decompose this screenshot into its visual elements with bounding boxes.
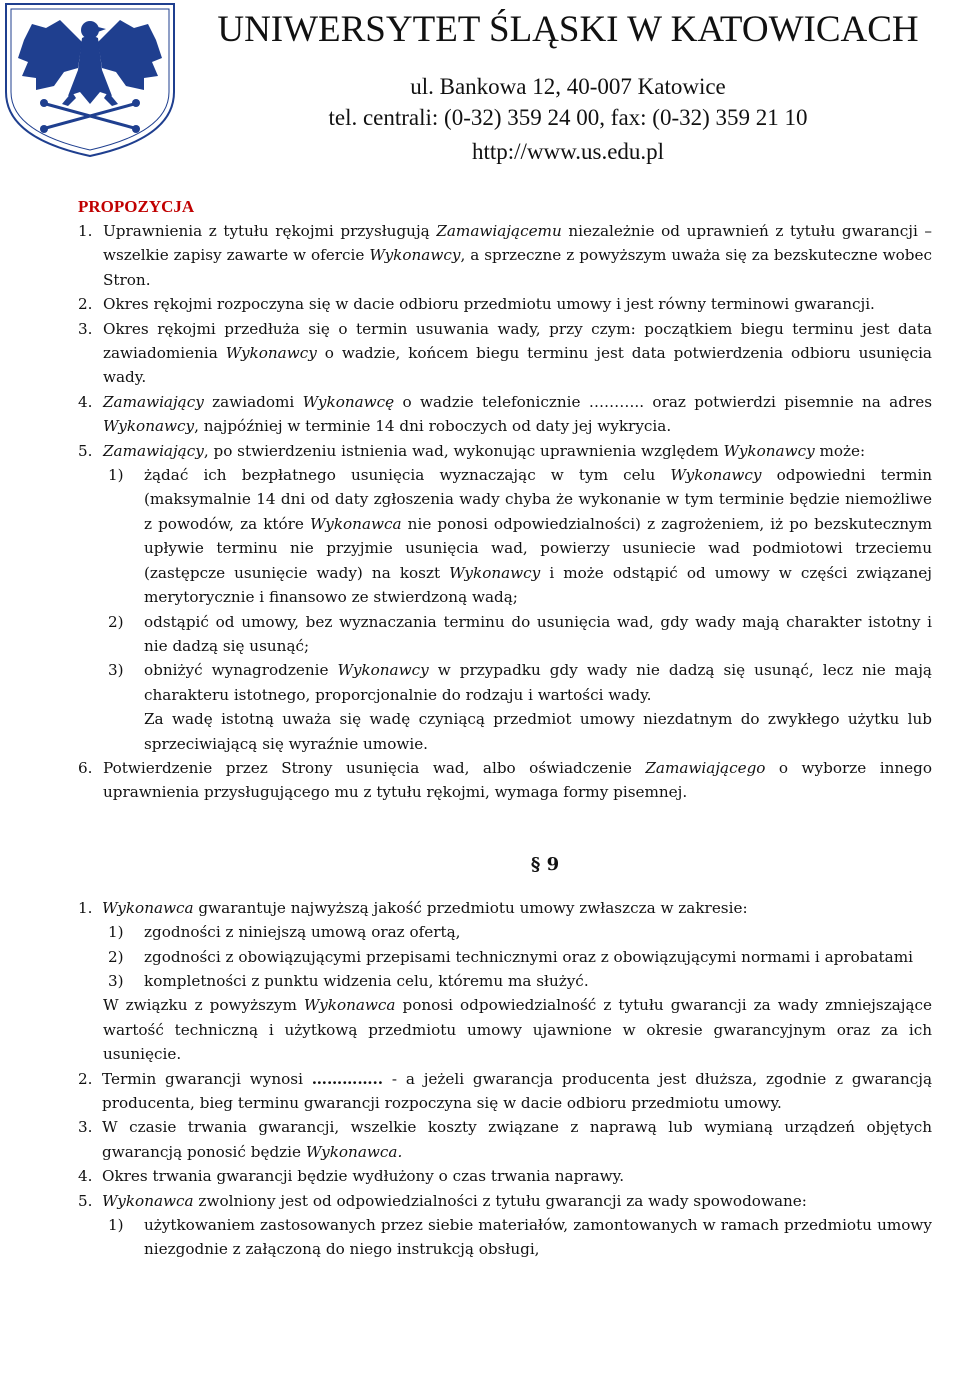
continuation-text: Za wadę istotną uważa się wadę czyniącą przedmiot umowy niezdatnym do zwykłego użytku lub sprzeciwiającą się wyraźnie umowie.	[144, 710, 932, 753]
list-item	[78, 1115, 932, 1164]
sub-item	[108, 969, 932, 993]
list-item	[78, 317, 932, 390]
section-heading: § 9	[530, 853, 560, 875]
item-text: Okres trwania gwarancji będzie wydłużony o czas trwania naprawy.	[102, 1167, 625, 1186]
list-item	[78, 292, 932, 316]
sub-item-number: 2)	[108, 612, 124, 631]
sub-item-text: kompletności z punktu widzenia celu, któremu ma służyć.	[144, 971, 589, 990]
list-item	[78, 1189, 932, 1213]
document-body	[78, 219, 932, 1262]
item-text: Wykonawca zwolniony jest od odpowiedzialności z tytułu gwarancji za wady spowodowane:	[102, 1191, 807, 1210]
item-number: 2.	[78, 1069, 93, 1088]
list-item	[78, 1067, 932, 1116]
university-emblem	[2, 0, 178, 158]
university-name: UNIWERSYTET ŚLĄSKI W KATOWICACH	[217, 9, 919, 50]
sub-item	[108, 658, 932, 707]
item-number: 1.	[78, 222, 93, 240]
university-website: http://www.us.edu.pl	[471, 139, 665, 164]
sub-item-number: 3)	[108, 971, 124, 990]
sub-item-text: zgodności z obowiązującymi przepisami technicznymi oraz z obowiązującymi normami i aprobatami	[144, 947, 913, 966]
sub-item-text: żądać ich bezpłatnego usunięcia wyznaczając w tym celu Wykonawcy odpowiedni termin (maksymalnie 14 dni od daty zgłoszenia wady chyba że wykonanie w tym terminie będzie niemożliwe z powodów, za które Wykonawca nie ponosi odpowiedzialności) z zagrożeniem, iż po bezskutecznym upływie terminu nie przyjmie usunięcia wad, powierzy usuniecie wad podmiotowi trzeciemu (zastępcze usunięcie wady) na koszt Wykonawcy i może odstąpić od umowy w części związanej merytorycznie i finansowo ze stwierdzoną wadą;	[144, 466, 933, 607]
item-number: 2.	[78, 295, 93, 314]
item-text: Zamawiający zawiadomi Wykonawcę o wadzie telefonicznie ……….. oraz potwierdzi pisemnie na adres Wykonawcy, najpóźniej w terminie 14 dni roboczych od daty jej wykrycia.	[103, 392, 932, 436]
list-item	[78, 1164, 932, 1188]
list-item	[78, 439, 932, 463]
sub-item-number: 2)	[108, 947, 124, 966]
item-text: Okres rękojmi rozpoczyna się w dacie odbioru przedmiotu umowy i jest równy terminowi gwarancji.	[103, 295, 875, 314]
list-item	[78, 390, 932, 439]
list-item	[78, 896, 932, 920]
item-text: Wykonawca gwarantuje najwyższą jakość przedmiotu umowy zwłaszcza w zakresie:	[102, 898, 748, 917]
item-text: Potwierdzenie przez Strony usunięcia wad, albo oświadczenie Zamawiającego o wyborze innego uprawnienia przysługującego mu z tytułu rękojmi, wymaga formy pisemnej.	[103, 758, 932, 802]
sub-item-number: 1)	[108, 923, 124, 942]
proposal-label: PROPOZYCJA	[78, 197, 195, 216]
item-text: Termin gwarancji wynosi ………….. - a jeżeli gwarancja producenta jest dłuższa, zgodnie z gwarancją producenta, bieg terminu gwarancji rozpoczyna się w dacie odbioru przedmiotu umowy.	[102, 1069, 932, 1112]
item-number: 5.	[78, 1191, 93, 1210]
item-text: Okres rękojmi przedłuża się o termin usuwania wady, przy czym: początkiem biegu terminu jest data zawiadomienia Wykonawcy o wadzie, końcem biegu terminu jest data potwierdzenia odbioru usunięcia wady.	[103, 319, 932, 387]
item-number: 5.	[78, 441, 93, 460]
sub-item-number: 1)	[108, 466, 124, 485]
continuation-text: W związku z powyższym Wykonawca ponosi odpowiedzialność z tytułu gwarancji za wady zmniejszające wartość techniczną i użytkową przedmiotu umowy ujawnione w okresie gwarancyjnym oraz za ich usunięcie.	[103, 996, 933, 1064]
university-address: ul. Bankowa 12, 40-007 Katowice	[410, 74, 726, 99]
sub-item	[108, 1213, 932, 1262]
list-item	[78, 756, 932, 805]
sub-item-text: zgodności z niniejszą umową oraz ofertą,	[144, 923, 461, 942]
sub-item	[108, 463, 932, 609]
list-item	[78, 219, 932, 292]
sub-item-text: odstąpić od umowy, bez wyznaczania terminu do usunięcia wad, gdy wady mają charakter istotny i nie dadzą się usunąć;	[144, 612, 932, 655]
item-number: 4.	[78, 1167, 93, 1186]
item-number: 3.	[78, 319, 93, 338]
item-text: Uprawnienia z tytułu rękojmi przysługują Zamawiającemu niezależnie od uprawnień z tytułu gwarancji – wszelkie zapisy zawarte w ofercie Wykonawcy, a sprzeczne z powyższym uważa się za bezskuteczne wobec Stron.	[103, 222, 933, 289]
university-phone: tel. centrali: (0-32) 359 24 00, fax: (0-32) 359 21 10	[328, 105, 808, 130]
item-number: 1.	[78, 898, 93, 917]
item-text: W czasie trwania gwarancji, wszelkie koszty związane z naprawą lub wymianą urządzeń objętych gwarancją ponosić będzie Wykonawca.	[102, 1118, 932, 1161]
item-number: 3.	[78, 1118, 93, 1137]
sub-item	[108, 945, 932, 969]
sub-item-number: 1)	[108, 1216, 124, 1235]
sub-item-number: 3)	[108, 661, 124, 680]
item-number: 4.	[78, 392, 93, 411]
sub-item	[108, 610, 932, 659]
item-text: Zamawiający, po stwierdzeniu istnienia wad, wykonując uprawnienia względem Wykonawcy może:	[103, 441, 866, 460]
sub-item-text: obniżyć wynagrodzenie Wykonawcy w przypadku gdy wady nie dadzą się usunąć, lecz nie mają charakteru istotnego, proporcjonalnie do rodzaju i wartości wady.	[144, 661, 932, 704]
sub-item-text: użytkowaniem zastosowanych przez siebie materiałów, zamontowanych w ramach przedmiotu umowy niezgodnie z załączoną do niego instrukcją obsługi,	[144, 1216, 932, 1259]
item-number: 6.	[78, 758, 93, 777]
sub-item	[108, 920, 932, 944]
